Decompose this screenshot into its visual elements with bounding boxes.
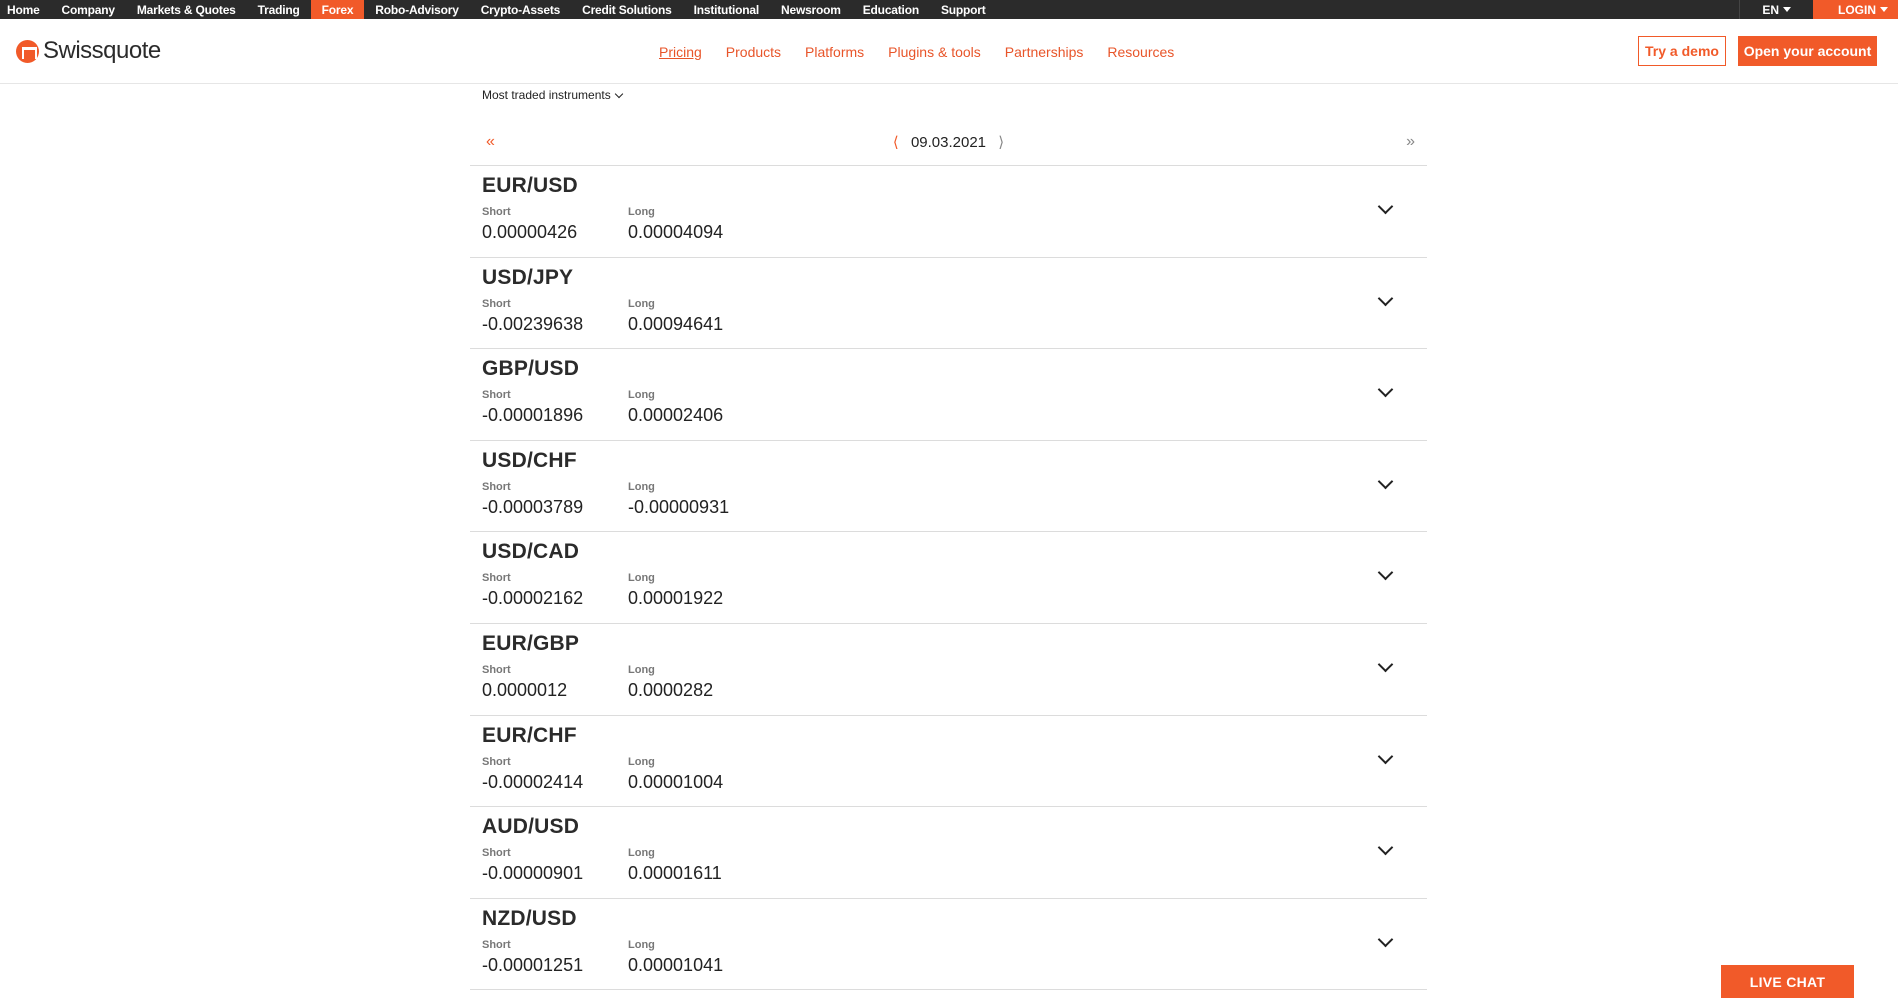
language-label: EN — [1762, 2, 1779, 17]
instrument-pair: EUR/USD — [482, 174, 578, 197]
instrument-row[interactable] — [470, 624, 1427, 716]
expand-chevron-icon[interactable] — [1378, 565, 1394, 581]
expand-chevron-icon[interactable] — [1378, 290, 1394, 306]
topnav-crypto-assets[interactable]: Crypto-Assets — [480, 2, 561, 17]
next-date-button[interactable]: ⟩ — [998, 134, 1005, 151]
first-page-button[interactable]: « — [486, 133, 495, 150]
nav-products[interactable]: Products — [725, 43, 782, 60]
logo-icon — [16, 40, 39, 63]
try-demo-button[interactable]: Try a demo — [1638, 36, 1726, 66]
long-label: Long — [628, 755, 655, 768]
instrument-filter-dropdown[interactable] — [482, 88, 622, 102]
nav-plugins-tools[interactable]: Plugins & tools — [888, 43, 981, 60]
previous-date-button[interactable]: ⟨ — [892, 134, 899, 151]
instrument-row[interactable] — [470, 258, 1427, 350]
nav-pricing[interactable]: Pricing — [659, 43, 702, 60]
instrument-pair: AUD/USD — [482, 815, 580, 839]
long-value: 0.0000282 — [628, 679, 714, 700]
expand-chevron-icon[interactable] — [1378, 382, 1394, 398]
short-label: Short — [482, 206, 511, 218]
instrument-pair: EUR/CHF — [482, 723, 577, 747]
long-value: 0.00001922 — [628, 588, 724, 609]
chevron-down-icon — [614, 89, 622, 97]
login-label: LOGIN — [1838, 2, 1876, 17]
instrument-pair: USD/JPY — [482, 265, 574, 289]
short-value: -0.00002162 — [482, 588, 584, 609]
instrument-pair: GBP/USD — [482, 357, 580, 381]
long-value: 0.00002406 — [628, 405, 724, 426]
login-button[interactable] — [1813, 0, 1898, 19]
long-value: 0.00004094 — [628, 222, 724, 242]
short-label: Short — [482, 847, 511, 860]
short-label: Short — [482, 297, 511, 310]
long-label: Long — [628, 480, 655, 493]
long-label: Long — [628, 206, 655, 218]
topnav-robo-advisory[interactable]: Robo-Advisory — [375, 2, 459, 17]
short-label: Short — [482, 663, 511, 676]
short-value: -0.00001896 — [482, 405, 584, 426]
date-display — [470, 133, 1427, 151]
topnav-support[interactable]: Support — [940, 2, 986, 17]
language-selector[interactable] — [1739, 0, 1813, 19]
expand-chevron-icon[interactable] — [1378, 840, 1394, 856]
last-page-button[interactable]: » — [1406, 133, 1415, 150]
nav-partnerships[interactable]: Partnerships — [1004, 43, 1084, 60]
short-value: -0.00000901 — [482, 863, 584, 884]
long-value: 0.00001004 — [628, 771, 724, 792]
instrument-row[interactable] — [470, 349, 1427, 441]
instrument-row[interactable] — [470, 807, 1427, 899]
topbar-right — [1739, 0, 1898, 19]
long-label: Long — [628, 389, 655, 402]
long-label: Long — [628, 938, 655, 951]
long-value: 0.00094641 — [628, 313, 724, 334]
short-value: -0.00003789 — [482, 496, 584, 517]
instrument-pair: NZD/USD — [482, 906, 577, 930]
expand-chevron-icon[interactable] — [1378, 748, 1394, 764]
topnav-education[interactable]: Education — [862, 2, 919, 17]
expand-chevron-icon[interactable] — [1378, 474, 1394, 490]
topnav-home[interactable]: Home — [7, 2, 40, 17]
live-chat-button[interactable]: LIVE CHAT — [1721, 965, 1854, 998]
swissquote-logo[interactable] — [16, 37, 161, 65]
instrument-row[interactable] — [470, 441, 1427, 533]
date-navigator — [470, 128, 1427, 166]
caret-down-icon — [1783, 7, 1791, 12]
expand-chevron-icon[interactable] — [1378, 931, 1394, 947]
topnav-credit-solutions[interactable]: Credit Solutions — [582, 2, 672, 17]
instrument-pair: EUR/GBP — [482, 631, 580, 655]
instrument-row[interactable] — [470, 899, 1427, 991]
short-value: -0.00002414 — [482, 771, 584, 792]
short-value: 0.0000012 — [482, 679, 568, 700]
long-label: Long — [628, 297, 655, 310]
expand-chevron-icon[interactable] — [1378, 199, 1394, 215]
short-label: Short — [482, 389, 511, 402]
short-value: -0.00239638 — [482, 313, 584, 334]
site-header — [0, 19, 1898, 84]
top-nav — [0, 0, 997, 19]
topnav-newsroom[interactable]: Newsroom — [781, 2, 841, 17]
instrument-row[interactable] — [470, 532, 1427, 624]
topnav-forex[interactable]: Forex — [311, 0, 365, 19]
topnav-institutional[interactable]: Institutional — [693, 2, 759, 17]
instrument-row[interactable] — [470, 716, 1427, 808]
caret-down-icon — [1880, 7, 1888, 12]
short-value: 0.00000426 — [482, 222, 578, 242]
short-value: -0.00001251 — [482, 954, 584, 975]
expand-chevron-icon[interactable] — [1378, 657, 1394, 673]
instrument-pair: USD/CAD — [482, 540, 580, 564]
topnav-markets-quotes[interactable]: Markets & Quotes — [136, 2, 236, 17]
current-date: 09.03.2021 — [910, 134, 987, 151]
logo-text: Swissquote — [43, 37, 161, 64]
nav-platforms[interactable]: Platforms — [805, 43, 865, 60]
topnav-trading[interactable]: Trading — [257, 2, 300, 17]
short-label: Short — [482, 938, 511, 951]
nav-resources[interactable]: Resources — [1107, 43, 1175, 60]
topnav-company[interactable]: Company — [61, 2, 115, 17]
short-label: Short — [482, 572, 511, 585]
long-label: Long — [628, 847, 655, 860]
long-value: 0.00001041 — [628, 954, 724, 975]
instrument-list — [470, 166, 1427, 990]
long-label: Long — [628, 572, 655, 585]
long-value: 0.00001611 — [628, 863, 722, 884]
open-account-button[interactable]: Open your account — [1738, 36, 1877, 66]
long-label: Long — [628, 663, 655, 676]
short-label: Short — [482, 480, 511, 493]
filter-label: Most traded instruments — [482, 88, 611, 102]
instrument-pair: USD/CHF — [482, 448, 577, 472]
top-navigation-bar — [0, 0, 1898, 19]
long-value: -0.00000931 — [628, 496, 730, 517]
instrument-row[interactable] — [470, 166, 1427, 258]
short-label: Short — [482, 755, 511, 768]
main-nav — [659, 19, 1174, 84]
